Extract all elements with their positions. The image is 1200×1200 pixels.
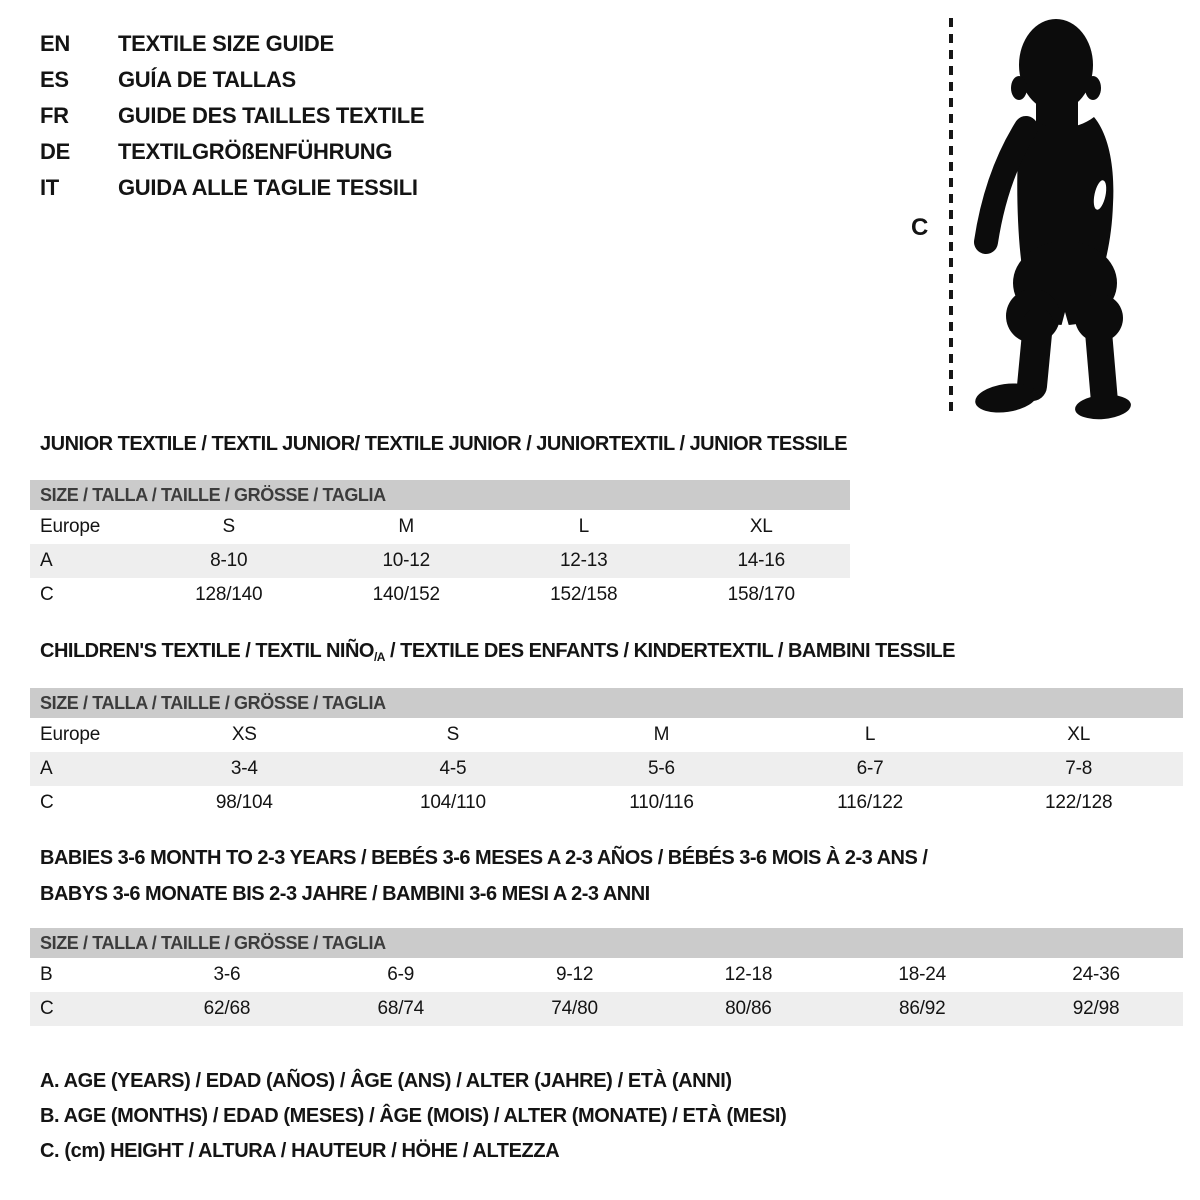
legend-line-a: A. AGE (YEARS) / EDAD (AÑOS) / ÂGE (ANS) / ALTER (JAHRE) / ETÀ (ANNI)	[40, 1070, 732, 1092]
children-heading-text: / TEXTILE DES ENFANTS / KINDERTEXTIL / BAMBINI TESSILE	[384, 640, 955, 662]
size-cell: 12-18	[724, 964, 773, 985]
language-row-de	[40, 134, 424, 170]
junior-size-table	[30, 480, 850, 612]
size-cell: XL	[1067, 724, 1091, 745]
size-cell: 8-10	[210, 550, 248, 571]
size-cell: 116/122	[837, 792, 904, 813]
table-row	[30, 786, 1183, 820]
row-label: C	[40, 998, 54, 1019]
size-cell: 7-8	[1065, 758, 1093, 779]
language-code: IT	[40, 175, 59, 200]
size-cell: 158/170	[727, 584, 795, 605]
row-label: B	[40, 964, 53, 985]
table-size-header: SIZE / TALLA / TAILLE / GRÖSSE / TAGLIA	[30, 688, 1183, 718]
size-cell: 9-12	[555, 964, 594, 985]
language-title: GUIDA ALLE TAGLIE TESSILI	[118, 175, 418, 200]
size-cell: 5-6	[648, 758, 675, 779]
table-row	[30, 992, 1183, 1026]
size-cell: S	[446, 724, 460, 745]
language-code: EN	[40, 31, 70, 56]
row-label: Europe	[40, 516, 101, 537]
size-cell: 128/140	[195, 584, 263, 605]
size-cell: 18-24	[898, 964, 947, 985]
size-cell: 62/68	[203, 998, 251, 1019]
babies-size-table	[30, 928, 1183, 1026]
table-row	[30, 718, 1183, 752]
children-size-table	[30, 688, 1183, 820]
table-row	[30, 752, 1183, 786]
table-row	[30, 958, 1183, 992]
size-cell: 92/98	[1072, 998, 1120, 1019]
size-cell: L	[578, 516, 589, 537]
language-row-es	[40, 62, 424, 98]
language-title: GUIDE DES TAILLES TEXTILE	[118, 103, 425, 128]
babies-section-heading-line2: BABYS 3-6 MONATE BIS 2-3 JAHRE / BAMBINI 3-6 MESI A 2-3 ANNI	[40, 883, 650, 905]
size-cell: 122/128	[1045, 792, 1113, 813]
size-cell: XS	[231, 724, 257, 745]
toddler-silhouette-image	[962, 18, 1140, 420]
children-section-heading	[40, 640, 955, 663]
size-cell: 152/158	[550, 584, 618, 605]
language-list	[40, 26, 424, 206]
size-cell: M	[398, 516, 415, 537]
language-code: FR	[40, 103, 69, 128]
size-cell: 6-7	[856, 758, 884, 779]
junior-section-heading: JUNIOR TEXTILE / TEXTIL JUNIOR/ TEXTILE JUNIOR / JUNIORTEXTIL / JUNIOR TESSILE	[40, 433, 848, 455]
legend-line-c: C. (cm) HEIGHT / ALTURA / HAUTEUR / HÖHE / ALTEZZA	[40, 1140, 560, 1162]
language-row-fr	[40, 98, 424, 134]
size-cell: 140/152	[372, 584, 440, 605]
children-heading-subscript: /A	[373, 650, 385, 664]
row-label: C	[40, 792, 54, 813]
size-cell: 14-16	[737, 550, 786, 571]
table-row	[30, 544, 850, 578]
size-cell: XL	[749, 516, 773, 537]
language-row-it	[40, 170, 424, 206]
table-row	[30, 510, 850, 544]
size-cell: 3-4	[230, 758, 258, 779]
size-cell: 24-36	[1072, 964, 1120, 985]
size-cell: L	[864, 724, 876, 745]
size-cell: 4-5	[439, 758, 467, 779]
size-cell: 86/92	[898, 998, 946, 1019]
size-cell: 74/80	[551, 998, 598, 1019]
legend-line-b: B. AGE (MONTHS) / EDAD (MESES) / ÂGE (MOIS) / ALTER (MONATE) / ETÀ (MESI)	[40, 1105, 787, 1127]
size-cell: 110/116	[629, 792, 694, 813]
row-label: A	[40, 758, 53, 779]
language-title: GUÍA DE TALLAS	[118, 67, 296, 92]
size-cell: 10-12	[382, 550, 431, 571]
size-cell: S	[222, 516, 235, 537]
size-cell: 3-6	[213, 964, 241, 985]
row-label: C	[40, 584, 54, 605]
babies-section-heading-line1: BABIES 3-6 MONTH TO 2-3 YEARS / BEBÉS 3-6 MESES A 2-3 AÑOS / BÉBÉS 3-6 MOIS À 2-3 ANS /	[40, 847, 928, 869]
size-cell: 6-9	[387, 964, 415, 985]
row-label: A	[40, 550, 53, 571]
row-label: Europe	[40, 724, 101, 745]
size-cell: 98/104	[215, 792, 273, 813]
size-cell: 104/110	[419, 792, 486, 813]
children-heading-text: CHILDREN'S TEXTILE / TEXTIL NIÑO	[40, 640, 374, 662]
table-row	[30, 578, 850, 612]
table-size-header: SIZE / TALLA / TAILLE / GRÖSSE / TAGLIA	[30, 480, 850, 510]
size-cell: 68/74	[377, 998, 425, 1019]
language-title: TEXTILE SIZE GUIDE	[118, 31, 334, 56]
language-code: ES	[40, 67, 69, 92]
size-cell: M	[653, 724, 670, 745]
language-code: DE	[40, 139, 70, 164]
size-cell: 12-13	[559, 550, 608, 571]
language-title: TEXTILGRÖßENFÜHRUNG	[118, 139, 393, 164]
height-marker-label: C	[911, 214, 929, 241]
size-cell: 80/86	[725, 998, 772, 1019]
height-dashed-line	[949, 18, 953, 414]
table-size-header: SIZE / TALLA / TAILLE / GRÖSSE / TAGLIA	[30, 928, 1183, 958]
language-row-en	[40, 26, 424, 62]
